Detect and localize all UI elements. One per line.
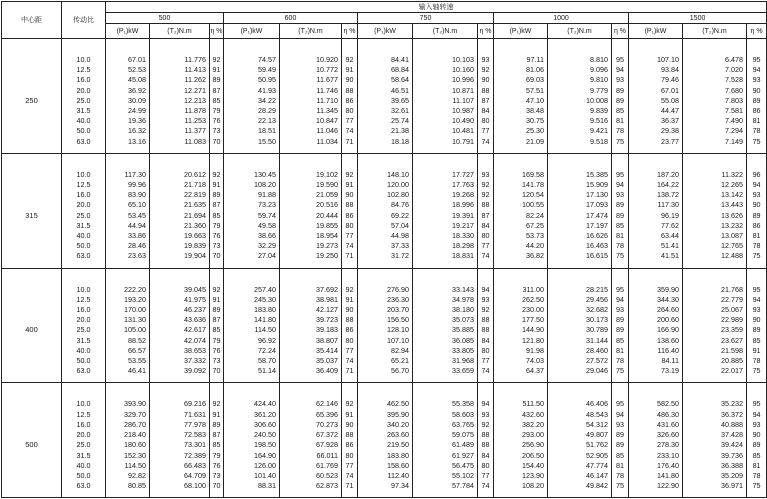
torque-cell: 11.776 11.413 11.262 12.271 12.213 11.878 11.253 11.377 11.083 — [150, 39, 210, 154]
header-eta: η % — [342, 24, 358, 39]
torque-cell: 19.102 19.590 21.059 20.516 20.444 19.855 18.954 19.273 19.250 — [280, 153, 342, 268]
header-ratio: 传动比 — [62, 2, 106, 39]
efficiency-cell: 92 91 89 87 85 79 76 73 70 — [210, 153, 224, 268]
efficiency-cell: 94 93 92 88 88 84 80 77 74 — [478, 268, 494, 383]
header-center-distance: 中心距 — [2, 2, 62, 39]
torque-cell: 8.810 9.096 9.810 9.779 10.008 9.839 9.516 9.421 9.518 — [548, 39, 612, 154]
efficiency-cell: 92 91 90 88 86 80 77 74 71 — [342, 153, 358, 268]
ratio-cell: 10.0 12.5 16.0 20.0 25.0 31.5 40.0 50.0 63.0 — [62, 383, 106, 498]
table-row-group-400 — [2, 268, 767, 383]
power-cell: 276.90 236.30 203.70 156.50 128.10 107.10 82.94 65.21 56.70 — [358, 268, 413, 383]
header-eta: η % — [747, 24, 767, 39]
efficiency-cell: 93 92 90 88 87 84 80 77 74 — [478, 39, 494, 154]
header-speed-750: 750 — [358, 13, 494, 24]
header-t2: (T₂)N.m — [280, 24, 342, 39]
efficiency-cell: 92 91 90 88 86 80 77 74 71 — [342, 383, 358, 498]
torque-cell: 28.215 29.456 32.682 30.173 30.789 31.144 28.460 27.572 29.046 — [548, 268, 612, 383]
power-cell: 74.57 59.49 50.95 41.93 34.22 28.29 22.13 18.51 15.50 — [224, 39, 280, 154]
efficiency-cell: 95 94 93 89 89 85 81 78 75 — [612, 268, 629, 383]
efficiency-cell: 95 94 93 90 89 85 91 78 75 — [747, 268, 767, 383]
efficiency-cell: 95 94 93 89 89 85 81 78 75 — [612, 383, 629, 498]
header-t2: (T₂)N.m — [150, 24, 210, 39]
power-cell: 84.41 68.84 58.64 46.51 39.65 32.61 25.74 21.38 18.18 — [358, 39, 413, 154]
header-p1: (P₁)kW — [224, 24, 280, 39]
header-speed-600: 600 — [224, 13, 358, 24]
header-p1: (P₁)kW — [358, 24, 413, 39]
torque-cell: 35.232 36.372 40.888 37.428 39.424 39.736 36.388 35.209 36.971 — [683, 383, 747, 498]
efficiency-cell: 92 91 90 88 86 80 77 74 71 — [342, 39, 358, 154]
ratio-cell: 10.0 12.5 16.0 20.0 25.0 31.5 40.0 50.0 63.0 — [62, 153, 106, 268]
header-speed-500: 500 — [106, 13, 224, 24]
torque-cell: 20.612 21.718 22.819 21.635 21.694 21.360 19.663 19.839 19.904 — [150, 153, 210, 268]
center-distance-cell: 250 — [2, 39, 62, 154]
efficiency-cell: 92 91 89 87 85 79 76 73 70 — [210, 383, 224, 498]
table-row-group-500 — [2, 383, 767, 498]
power-cell: 311.00 262.50 230.00 177.50 144.90 121.80 91.98 74.03 64.37 — [494, 268, 548, 383]
power-cell: 393.90 329.70 286.70 218.40 180.60 152.30 114.50 92.82 80.85 — [106, 383, 150, 498]
power-cell: 511.50 432.60 382.20 293.00 256.90 206.50 154.40 123.90 108.20 — [494, 383, 548, 498]
power-cell: 257.40 245.30 183.80 141.80 114.50 96.92 72.24 58.70 51.14 — [224, 268, 280, 383]
header-speed-1500: 1500 — [629, 13, 767, 24]
table-row-group-250 — [2, 39, 767, 154]
efficiency-cell: 92 91 90 88 86 80 77 74 71 — [342, 268, 358, 383]
power-cell: 582.50 486.30 431.60 326.60 278.30 233.10 176.40 141.80 122.90 — [629, 383, 683, 498]
power-cell: 187.20 164.22 138.72 117.30 96.19 77.62 63.44 51.41 41.51 — [629, 153, 683, 268]
header-t2: (T₂)N.m — [683, 24, 747, 39]
torque-cell: 33.143 34.978 38.180 35.073 35.885 36.085 33.805 31.968 33.659 — [413, 268, 478, 383]
header-eta: η % — [612, 24, 629, 39]
efficiency-cell: 96 94 93 90 89 86 81 78 75 — [747, 153, 767, 268]
header-t2: (T₂)N.m — [413, 24, 478, 39]
header-p1: (P₁)kW — [629, 24, 683, 39]
torque-cell: 37.692 38.981 42.127 39.723 39.183 38.807 35.414 35.037 36.409 — [280, 268, 342, 383]
torque-cell: 46.406 48.543 54.312 49.807 51.762 52.905 47.774 46.147 49.842 — [548, 383, 612, 498]
power-cell: 107.10 93.84 79.46 67.01 55.08 44.47 36.37 29.38 23.77 — [629, 39, 683, 154]
ratio-cell: 10.0 12.5 16.0 20.0 25.0 31.5 40.0 50.0 63.0 — [62, 39, 106, 154]
center-distance-cell: 400 — [2, 268, 62, 383]
torque-cell: 11.322 12.265 13.142 13.443 13.626 13.232 13.087 12.765 12.488 — [683, 153, 747, 268]
efficiency-cell: 95 94 93 89 89 85 81 78 75 — [612, 39, 629, 154]
power-cell: 462.50 395.90 340.20 263.60 219.50 183.80 158.60 112.40 97.34 — [358, 383, 413, 498]
header-p1: (P₁)kW — [494, 24, 548, 39]
efficiency-cell: 92 91 89 87 85 79 76 73 70 — [210, 39, 224, 154]
header-p1: (P₁)kW — [106, 24, 150, 39]
torque-cell: 10.920 10.772 11.677 11.746 11.710 11.345 10.847 11.046 11.034 — [280, 39, 342, 154]
torque-cell: 39.045 41.975 46.237 43.636 42.617 42.074 38.653 37.332 39.092 — [150, 268, 210, 383]
torque-cell: 6.478 7.020 7.528 7.680 7.803 7.581 7.490 7.294 7.149 — [683, 39, 747, 154]
center-distance-cell: 500 — [2, 383, 62, 498]
torque-cell: 69.216 71.631 77.978 72.583 73.301 72.389 66.483 64.709 68.100 — [150, 383, 210, 498]
torque-cell: 62.146 65.396 70.273 67.372 67.928 66.011 61.769 60.523 62.873 — [280, 383, 342, 498]
efficiency-cell: 95 94 93 90 89 86 81 78 75 — [747, 39, 767, 154]
header-speed-1000: 1000 — [494, 13, 629, 24]
center-distance-cell: 315 — [2, 153, 62, 268]
header-eta: η % — [478, 24, 494, 39]
torque-cell: 55.358 58.603 63.765 59.075 61.489 61.927 56.475 55.102 57.784 — [413, 383, 478, 498]
power-cell: 117.30 99.96 83.90 65.10 53.45 44.94 33.86 28.46 23.63 — [106, 153, 150, 268]
power-cell: 130.45 108.20 91.88 73.23 59.74 49.58 38.66 32.29 27.04 — [224, 153, 280, 268]
header-eta: η % — [210, 24, 224, 39]
power-cell: 169.58 141.78 120.54 100.55 82.24 67.25 53.73 44.20 36.82 — [494, 153, 548, 268]
ratio-cell: 10.0 12.5 16.0 20.0 25.0 31.5 40.0 50.0 63.0 — [62, 268, 106, 383]
torque-cell: 10.103 10.160 10.996 10.871 11.107 10.987 10.490 10.481 10.791 — [413, 39, 478, 154]
power-cell: 359.90 344.30 264.60 200.60 166.90 138.60 116.40 84.11 73.19 — [629, 268, 683, 383]
header-t2: (T₂)N.m — [548, 24, 612, 39]
table-row-group-315 — [2, 153, 767, 268]
efficiency-cell: 94 93 92 88 88 84 80 77 74 — [478, 383, 494, 498]
power-cell: 67.01 52.53 45.08 36.92 30.09 24.99 19.36 16.32 13.16 — [106, 39, 150, 154]
power-cell: 222.20 193.20 170.00 131.30 105.00 88.52 66.57 53.55 46.41 — [106, 268, 150, 383]
efficiency-cell: 92 91 89 87 85 79 76 73 70 — [210, 268, 224, 383]
header-input-speed: 输入轴转速 — [106, 2, 767, 13]
power-cell: 97.11 81.06 69.03 57.51 47.10 38.48 30.75 25.30 21.09 — [494, 39, 548, 154]
power-cell: 424.40 361.20 306.60 240.50 198.50 164.90 126.00 101.40 88.31 — [224, 383, 280, 498]
efficiency-cell: 93 92 92 88 87 84 80 77 74 — [478, 153, 494, 268]
worm-reducer-performance-table — [1, 1, 767, 498]
efficiency-cell: 95 94 93 90 89 85 81 78 75 — [747, 383, 767, 498]
torque-cell: 15.385 15.909 17.130 17.093 17.474 17.197 16.626 16.463 16.615 — [548, 153, 612, 268]
torque-cell: 21.768 22.779 25.067 22.989 23.359 23.627 21.598 20.885 22.017 — [683, 268, 747, 383]
efficiency-cell: 95 94 93 89 89 85 81 78 75 — [612, 153, 629, 268]
power-cell: 148.10 120.00 102.80 84.76 69.22 57.04 44.98 37.33 31.72 — [358, 153, 413, 268]
torque-cell: 17.727 17.763 19.268 18.996 19.391 19.217 18.330 18.298 18.831 — [413, 153, 478, 268]
